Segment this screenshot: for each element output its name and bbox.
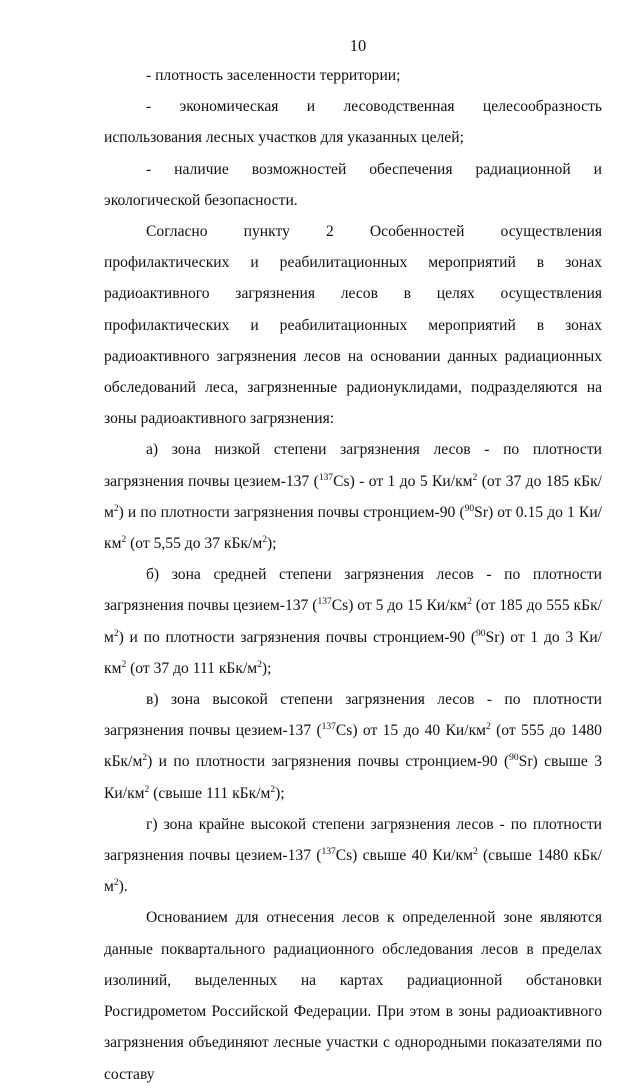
- zone-high-contamination: в) зона высокой степени загрязнения лесов - по плотности загрязнения почвы цезием-137 ($^{137}$Cs) от 15 до 40 $Ки/км^2$ (от 555 до 1480 кБк/$м^2$) и по плотности загрязнения почвы стронцием-90 ($^{90}$Sr) свыше 3 $Ки/км^2$ (свыше 111 кБк/$м^2$);: [104, 691, 602, 802]
- paragraph-zone-classification: Согласно пункту 2 Особенностей осуществления профилактических и реабилитационных мероприятий в зонах радиоактивного загрязнения лесов в целях осуществления профилактических и реабилитационных мероприятий в зонах радиоактивного загрязнения лесов на основании данных радиационных обследований леса, загрязненные радионуклидами, подразделяются на зоны радиоактивного загрязнения:: [104, 223, 602, 428]
- paragraph-zone-basis: Основанием для отнесения лесов к определенной зоне являются данные поквартального радиационного обследования лесов в пределах изолиний, выделенных на картах радиационной обстановки Росгидрометом Российской Федерации. При этом в зоны радиоактивного загрязнения объединяют лесные участки с однородными показателями по составу: [104, 909, 602, 1083]
- zone-medium-contamination: б) зона средней степени загрязнения лесов - по плотности загрязнения почвы цезием-137 ($^{137}$Cs) от 5 до 15 $Ки/км^2$ (от 185 до 555 кБк/$м^2$) и по плотности загрязнения почвы стронцием-90 ($^{90}$Sr) от 1 до 3 $Ки/км^2$ (от 37 до 111 кБк/$м^2$);: [104, 566, 603, 677]
- bullet-economic-feasibility: - экономическая и лесоводственная целесообразность использования лесных участков для указанных целей;: [104, 98, 602, 147]
- zone-low-contamination: а) зона низкой степени загрязнения лесов - по плотности загрязнения почвы цезием-137 ($^{137}$Cs) - от 1 до 5 $Ки/км^2$ (от 37 до 185 кБк/$м^2$) и по плотности загрязнения почвы стронцием-90 ($^{90}$Sr) от 0.15 до 1 $Ки/км^2$ (от 5,55 до 37 кБк/$м^2$);: [104, 441, 603, 553]
- zone-extreme-contamination: г) зона крайне высокой степени загрязнения лесов - по плотности загрязнения почвы цезием-137 ($^{137}$Cs) свыше 40 $Ки/км^2$ (свыше 1480 кБк/$м^2$).: [104, 815, 602, 896]
- bullet-safety-capabilities: - наличие возможностей обеспечения радиационной и экологической безопасности.: [104, 160, 602, 209]
- bullet-population-density: - плотность заселенности территории;: [146, 67, 401, 84]
- page-number: 10: [349, 36, 367, 55]
